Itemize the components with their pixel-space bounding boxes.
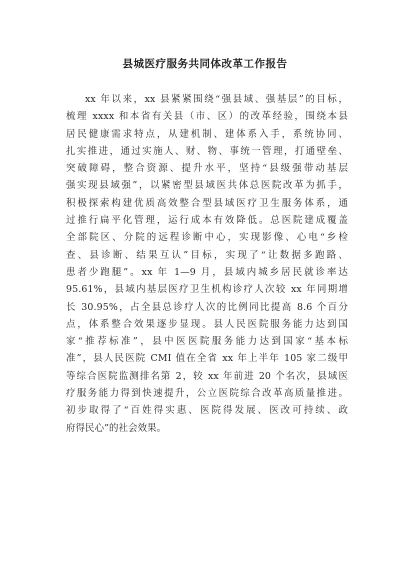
- body-line: 准”，县人民医院 CMI 值在全省 xx 年上半年 105 家二级甲: [66, 353, 348, 365]
- body-line: 长 30.95%，占全县总诊疗人次的比例同比提高 8.6 个百分: [66, 301, 348, 313]
- body-line: 积极探索构建优质高效整合型县域医疗卫生服务体系，通: [66, 197, 348, 209]
- body-line: 梳理 xxxx 和本省有关县（市、区）的改革经验，围绕本县: [66, 111, 348, 123]
- body-line: 家“推荐标准”，县中医医院服务能力达到国家“基本标: [66, 336, 348, 348]
- body-line: 查、县诊断、结果互认”目标，实现了“让数据多跑路、: [66, 249, 348, 261]
- body-line: 疗服务能力得到快速提升，公立医院综合改革高质量推进。: [66, 388, 348, 400]
- body-line: 强实现县域强”，以紧密型县域医共体总医院改革为抓手，: [66, 180, 348, 192]
- body-line: 过推行扁平化管理，运行成本有效降低。总医院建成覆盖: [66, 215, 348, 227]
- body-line: 点，体系整合效果逐步显现。县人民医院服务能力达到国: [66, 318, 348, 330]
- body-line: 95.61%，县域内基层医疗卫生机构诊疗人次较 xx 年同期增: [66, 284, 348, 296]
- body-line: xx 年以来，xx 县紧紧围绕“强县域、强基层”的目标，: [85, 94, 348, 105]
- body-line: 全部院区、分院的远程诊断中心，实现影像、心电“乡检: [66, 232, 348, 244]
- body-line: 居民健康需求特点，从建机制、建体系入手，系统协同、: [66, 128, 348, 140]
- document-title: 县城医疗服务共同体改革工作报告: [122, 58, 288, 70]
- document-body: [66, 91, 348, 437]
- body-line: 患者少跑腿”。xx 年 1—9 月，县域内城乡居民就诊率达: [66, 266, 348, 278]
- body-line: 初步取得了“百姓得实惠、医院得发展、医改可持续、政: [66, 405, 348, 417]
- body-line: 等综合医院监测排名第 2，较 xx 年前进 20 个名次，县域医: [66, 370, 348, 382]
- body-line: 府得民心”的社会效果。: [66, 422, 167, 434]
- body-line: 突破障碍，整合资源、提升水平，坚持“县级强带动基层: [66, 163, 348, 175]
- body-line: 扎实推进，通过实施人、财、物、事统一管理，打通壁垒、: [66, 145, 348, 157]
